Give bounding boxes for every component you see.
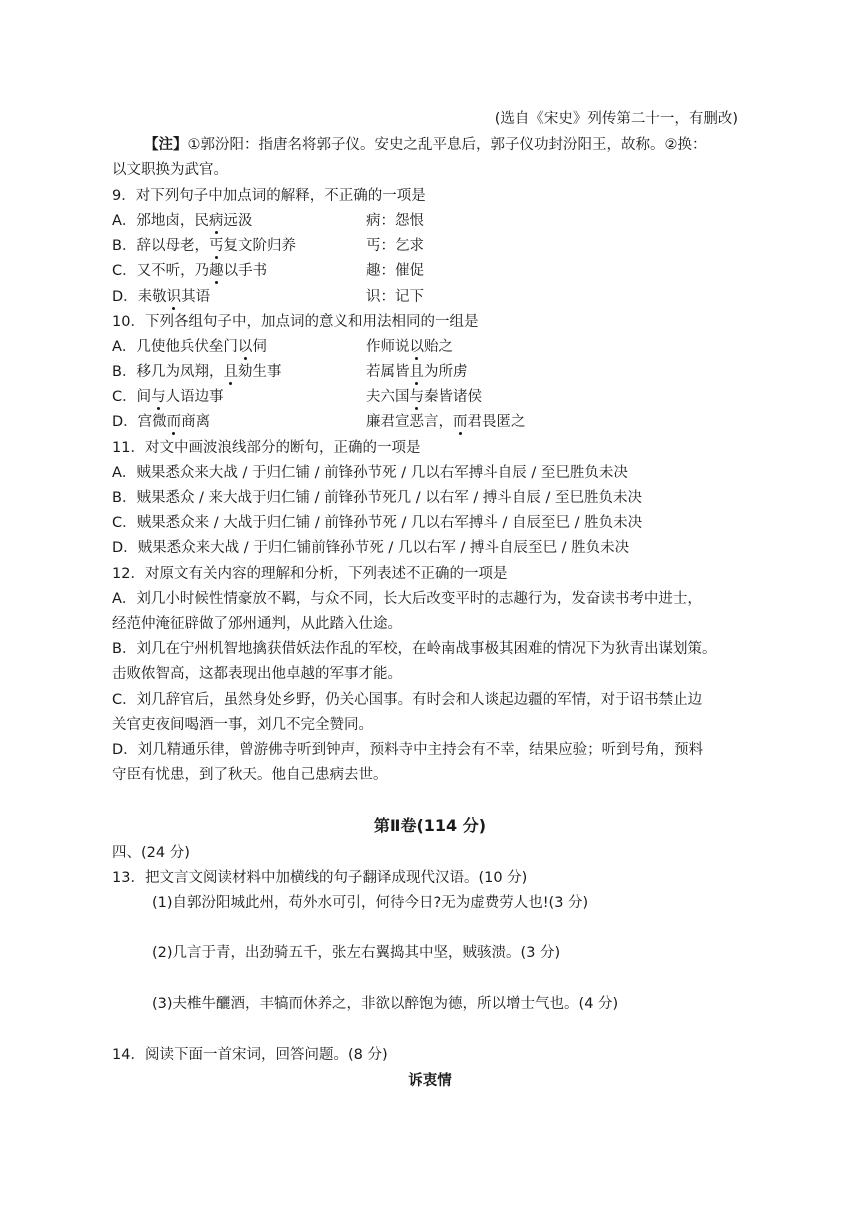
q10-option-a-left: A．几使他兵伏垒门以伺 bbox=[112, 339, 267, 355]
dotted-word: 而 bbox=[166, 414, 182, 430]
q12-option-d-line1: D．刘几精通乐律，曾游佛寺听到钟声，预料寺中主持会有不幸，结果应验；听到号角，预料 bbox=[112, 742, 704, 758]
q11-option-c: C．贼果悉众来 / 大战于归仁铺 / 前锋孙节死 / 几以右军搏斗 / 自辰至巳 / 胜负未决 bbox=[112, 515, 643, 531]
q12-option-a-line1: A．刘几小时候性情豪放不羁，与众不同，长大后改变平时的志趣行为，发奋读书考中进士， bbox=[112, 591, 702, 607]
poem-title: 诉衷情 bbox=[408, 1073, 452, 1089]
q11-stem: 11．对文中画波浪线部分的断句，正确的一项是 bbox=[112, 440, 421, 456]
q9-option-b: B．辞以母老，丐复文阶归养 bbox=[112, 238, 296, 254]
q9-stem: 9．对下列句子中加点词的解释，不正确的一项是 bbox=[112, 188, 426, 204]
dotted-word: 以 bbox=[409, 339, 424, 355]
dotted-word: 与 bbox=[151, 389, 166, 405]
q10-option-d-left: D．宫微而商离 bbox=[112, 414, 211, 430]
q11-option-b: B．贼果悉众 / 来大战于归仁铺 / 前锋孙节死几 / 以右军 / 搏斗自辰 / 至巳胜负未决 bbox=[112, 490, 642, 506]
dotted-word: 趣 bbox=[209, 263, 224, 279]
q10-option-a-right: 作师说以贻之 bbox=[366, 339, 453, 355]
dotted-word: 丐 bbox=[208, 238, 224, 254]
q13-item-3: (3)夫椎牛釃酒，丰犒而休养之，非欲以醉饱为德，所以增士气也。(4 分) bbox=[152, 996, 619, 1012]
q10-option-b-left: B．移几为凤翔，且劾生事 bbox=[112, 364, 282, 380]
q12-option-c-line2: 关官吏夜间喝酒一事，刘几不完全赞同。 bbox=[112, 717, 373, 733]
q10-stem: 10．下列各组句子中，加点词的意义和用法相同的一组是 bbox=[112, 314, 479, 330]
q9-option-c: C．又不听，乃趣以手书 bbox=[112, 263, 268, 279]
dotted-word: 而 bbox=[453, 414, 468, 430]
dotted-word: 以 bbox=[237, 339, 253, 355]
dotted-word: 与 bbox=[409, 389, 424, 405]
q9-explanation-a: 病：怨恨 bbox=[366, 213, 424, 229]
q13-item-1: (1)自郭汾阳城此州，苟外水可引，何待今日?无为虚费劳人也!(3 分) bbox=[152, 895, 589, 911]
q12-option-c-line1: C．刘几辞官后，虽然身处乡野，仍关心国事。有时会和人谈起边疆的军情，对于诏书禁止边 bbox=[112, 692, 703, 708]
q9-explanation-c: 趣：催促 bbox=[366, 263, 424, 279]
note-label: 【注】 bbox=[144, 137, 188, 153]
note-line-2: 以文职换为武官。 bbox=[112, 162, 228, 178]
dotted-word: 且 bbox=[409, 364, 424, 380]
dotted-word: 且 bbox=[223, 364, 238, 380]
q9-explanation-d: 识：记下 bbox=[366, 289, 424, 305]
q12-option-b-line2: 击败侬智高，这都表现出他卓越的军事才能。 bbox=[112, 666, 402, 682]
q11-option-d: D．贼果悉众来大战 / 于归仁铺前锋孙节死 / 几以右军 / 搏斗自辰至巳 / 胜负未决 bbox=[112, 540, 630, 556]
q12-stem: 12．对原文有关内容的理解和分析，下列表述不正确的一项是 bbox=[112, 566, 508, 582]
dotted-word: 病 bbox=[208, 213, 224, 229]
source-citation: (选自《宋史》列传第二十一，有删改) bbox=[494, 111, 738, 127]
q10-option-c-right: 夫六国与秦皆诸侯 bbox=[366, 389, 482, 405]
q9-explanation-b: 丐：乞求 bbox=[366, 238, 424, 254]
q10-option-d-right: 廉君宣恶言，而君畏匿之 bbox=[366, 414, 526, 430]
q12-option-d-line2: 守臣有忧患，到了秋天。他自己患病去世。 bbox=[112, 767, 388, 783]
q9-option-a: A．邠地卤，民病远汲 bbox=[112, 213, 253, 229]
q13-item-2: (2)几言于青，出劲骑五千，张左右翼捣其中坚，贼骇溃。(3 分) bbox=[152, 945, 561, 961]
q11-option-a: A．贼果悉众来大战 / 于归仁铺 / 前锋孙节死 / 几以右军搏斗自辰 / 至巳胜负未决 bbox=[112, 465, 628, 481]
q10-option-b-right: 若属皆且为所虏 bbox=[366, 364, 468, 380]
section-4-heading: 四、(24 分) bbox=[112, 845, 190, 861]
q12-option-a-line2: 经范仲淹征辟做了邠州通判，从此踏入仕途。 bbox=[112, 616, 402, 632]
q13-stem: 13．把文言文阅读材料中加横线的句子翻译成现代汉语。(10 分) bbox=[112, 870, 528, 886]
note-line-1: 【注】①郭汾阳：指唐名将郭子仪。安史之乱平息后，郭子仪功封汾阳王，故称。②换： bbox=[144, 137, 707, 153]
q10-option-c-left: C．间与人语边事 bbox=[112, 389, 224, 405]
part2-title: 第Ⅱ卷(114 分) bbox=[373, 816, 487, 835]
q14-stem: 14．阅读下面一首宋词，回答问题。(8 分) bbox=[112, 1047, 388, 1063]
q12-option-b-line1: B．刘几在宁州机智地擒获借妖法作乱的军校，在岭南战事极其困难的情况下为狄青出谋划策。 bbox=[112, 641, 717, 657]
q9-option-d: D．耒敬识其语 bbox=[112, 289, 211, 305]
dotted-word: 识 bbox=[166, 289, 182, 305]
